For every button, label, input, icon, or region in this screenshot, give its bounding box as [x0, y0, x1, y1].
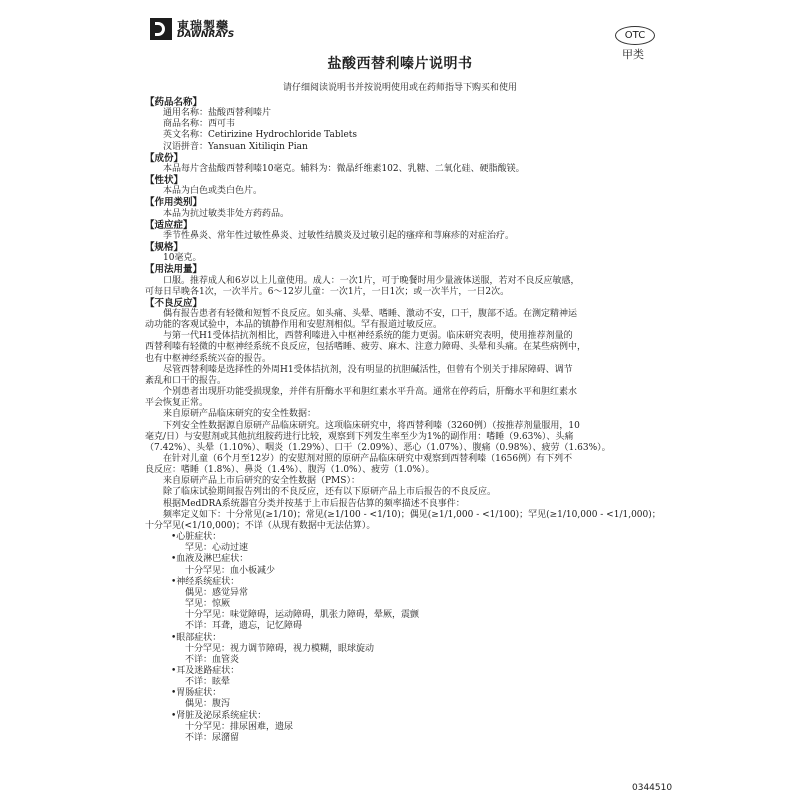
section	[145, 298, 670, 744]
section-text-line: 罕见：心动过速	[185, 543, 249, 554]
document-subtitle: 请仔细阅读说明书并按说明使用或在药师指导下购买和使用	[282, 83, 517, 93]
section-text-line: 商品名称：西可韦	[163, 119, 236, 130]
section-text-line: 除了临床试验期间报告列出的不良反应，还有以下原研产品上市后报告的不良反应。	[163, 487, 497, 498]
section-text-line: 在针对儿童（6个月至12岁）的安慰剂对照的原研产品临床研究中观察到西替利嗪（1656例）有下列不	[163, 454, 573, 464]
section-text-line: 西替利嗪有轻微的中枢神经系统不良反应，包括嗜睡、疲劳、麻木、注意力障碍、头晕和头痛。在某些病例中，	[145, 342, 587, 353]
section-text-line: 十分罕见(<1/10,000)；不详（从现有数据中无法估算）。	[145, 520, 376, 531]
section-text-line: 紊乱和口干的报告。	[145, 375, 227, 386]
section-text-line: 口服。推荐成人和6岁以上儿童使用。成人：一次1片，可于晚餐时用少量液体送服，若对不良反应敏感，	[163, 275, 580, 286]
section	[145, 153, 670, 175]
document-code: 0344510	[632, 783, 673, 793]
section-text-line: 10毫克。	[163, 253, 202, 264]
section-text-line: 偶见：腹泻	[185, 699, 231, 710]
section-text-line: •眼部症状：	[171, 632, 222, 643]
section-text-line: 十分罕见：排尿困难，遗尿	[185, 721, 294, 732]
section-text-line: 可每日早晚各1次，一次半片。6～12岁儿童：一次1片，一日1次；或一次半片，一日2次。	[145, 286, 510, 297]
section-text-line: 季节性鼻炎、常年性过敏性鼻炎、过敏性结膜炎及过敏引起的瘙痒和荨麻疹的对症治疗。	[163, 230, 515, 241]
section-text-line: 良反应：嗜睡（1.8%）、鼻炎（1.4%）、腹泻（1.0%）、疲劳（1.0%）。	[145, 465, 435, 476]
section	[145, 197, 670, 219]
section-text-line: 不详：眩晕	[185, 677, 231, 688]
otc-class-label: 甲类	[622, 48, 644, 61]
section-text-line: 动功能的客观试验中，本品的镇静作用和安慰剂相似。罕有报道过敏反应。	[145, 320, 443, 331]
section-text-line: 平会恢复正常。	[145, 398, 209, 409]
section	[145, 97, 670, 153]
section	[145, 264, 670, 297]
section-heading: 【适应症】	[145, 219, 193, 231]
section-text-line: •血液及淋巴症状：	[171, 554, 249, 565]
section-text-line: •肾脏及泌尿系统症状：	[171, 710, 267, 721]
section-text-line: 不详：耳聋，遗忘，记忆障碍	[185, 621, 303, 632]
section-text-line: •耳及迷路症状：	[171, 665, 240, 676]
section-text-line: 也有中枢神经系统兴奋的报告。	[145, 353, 272, 364]
section-text-line: 下列安全性数据源自原研产品临床研究。这项临床研究中，将西替利嗪（3260例）（按推荐剂量服用，10	[163, 420, 580, 431]
section	[145, 175, 670, 197]
section-text-line: •神经系统症状：	[171, 576, 240, 587]
logo-chinese-name: 東瑞製藥	[177, 19, 230, 33]
section-text-line: 来自原研产品上市后研究的安全性数据（PMS）：	[163, 476, 360, 487]
section-text-line: •心脏症状：	[171, 532, 222, 543]
section-text-line: 汉语拼音：Yansuan Xitiliqin Pian	[163, 141, 308, 152]
section-heading: 【作用类别】	[145, 197, 203, 209]
section-text-line: 毫克/日）与安慰剂或其他抗组胺药进行比较，观察到下列发生率至少为1%的副作用：嗜睡（9.63%）、头痛	[145, 431, 574, 442]
section-text-line: 通用名称：盐酸西替利嗪片	[163, 108, 272, 119]
leaflet-body	[145, 97, 670, 744]
section-text-line: 根据MedDRA系统器官分类并按基于上市后报告估算的频率描述不良事件：	[163, 498, 465, 509]
section-text-line: 十分罕见：味觉障碍，运动障碍，肌张力障碍，晕厥，震颤	[185, 610, 420, 621]
section-text-line: 不详：尿潴留	[185, 732, 240, 743]
logo-mark-icon	[150, 18, 172, 40]
section-text-line: 十分罕见：血小板减少	[185, 565, 276, 576]
section-text-line: 不详：血管炎	[185, 654, 240, 665]
section	[145, 220, 670, 242]
section-text-line: 偶见：感觉异常	[185, 587, 249, 598]
section-text-line: 偶有报告患者有轻微和短暂不良反应。如头痛、头晕、嗜睡、激动不安，口干，腹部不适。在测定精神运	[163, 308, 578, 319]
section-text-line: 本品为白色或类白色片。	[163, 186, 263, 197]
section-heading: 【成份】	[145, 152, 184, 164]
otc-badge: OTC	[615, 26, 655, 45]
section-heading: 【用法用量】	[145, 264, 203, 276]
section-text-line: （7.42%）、头晕（1.10%）、咽炎（1.29%）、口干（2.09%）、恶心（1.07%）、腹痛（0.98%）、疲劳（1.63%）。	[145, 442, 611, 453]
section-text-line: 来自原研产品临床研究的安全性数据：	[163, 409, 317, 420]
section-text-line: 尽管西替利嗪是选择性的外周H1受体拮抗剂，没有明显的抗胆碱活性，但曾有个别关于排尿障碍、调节	[163, 364, 573, 375]
document-title: 盐酸西替利嗪片说明书	[327, 56, 473, 72]
section-heading: 【药品名称】	[145, 97, 203, 108]
section	[145, 242, 670, 264]
section-heading: 【性状】	[145, 175, 184, 187]
section-text-line: 个别患者出现肝功能受损现象，并伴有肝酶水平和胆红素水平升高。通常在停药后，肝酶水平和胆红素水	[163, 387, 578, 398]
section-heading: 【不良反应】	[145, 297, 203, 309]
section-text-line: 与第一代H1受体拮抗剂相比，西替利嗪进入中枢神经系统的能力更弱。临床研究表明，使用推荐剂量的	[163, 331, 573, 342]
section-text-line: •胃肠症状：	[171, 688, 222, 699]
section-text-line: 罕见：惊厥	[185, 599, 231, 610]
section-text-line: 本品为抗过敏类非处方药药品。	[163, 208, 290, 219]
section-text-line: 英文名称：Cetirizine Hydrochloride Tablets	[163, 130, 358, 141]
section-heading: 【规格】	[145, 242, 184, 254]
logo-english-name: DAWNRAYS	[177, 30, 235, 40]
section-text-line: 频率定义如下：十分常见(≥1/10)；常见(≥1/100 - <1/10)；偶见(≥1/1,000 - <1/100)；罕见(≥1/10,000 - <1/1,000)；	[163, 509, 661, 520]
section-text-line: 本品每片含盐酸西替利嗪10毫克。辅料为：微晶纤维素102、乳糖、二氧化硅、硬脂酸镁。	[163, 163, 525, 174]
section-text-line: 十分罕见：视力调节障碍，视力模糊，眼球旋动	[185, 643, 375, 654]
